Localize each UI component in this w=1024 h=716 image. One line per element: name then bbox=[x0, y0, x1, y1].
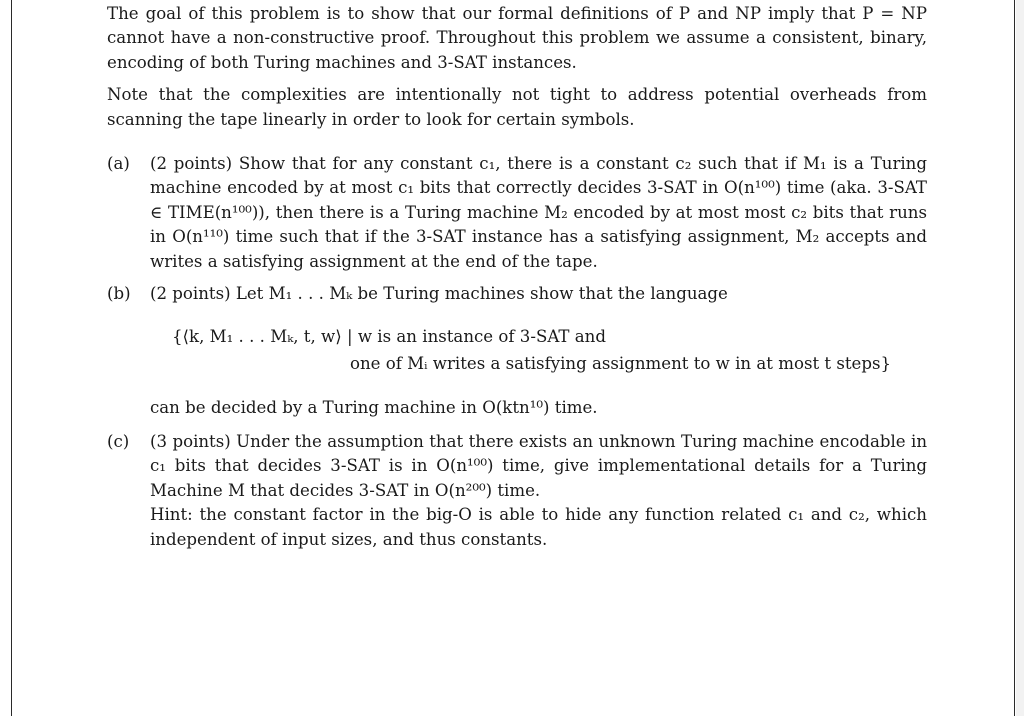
part-b bbox=[107, 282, 927, 421]
part-c-hint: Hint: the constant factor in the big-O is able to hide any function related c₁ and c₂, which independent of input sizes, and thus constants. bbox=[150, 505, 927, 549]
part-a-label: (a) bbox=[107, 154, 130, 174]
part-b-label: (b) bbox=[107, 284, 131, 304]
language-line-1: {⟨k, M₁ . . . Mₖ, t, w⟩ | w is an instance of 3-SAT and bbox=[172, 327, 606, 347]
page-right-edge bbox=[1014, 0, 1015, 716]
part-b-conclusion: can be decided by a Turing machine in O(ktn¹⁰) time. bbox=[150, 398, 598, 418]
page-left-edge bbox=[11, 0, 12, 716]
part-c bbox=[107, 430, 927, 552]
intro-paragraph: The goal of this problem is to show that our formal definitions of P and NP imply that P = NP cannot have a non-constructive proof. Throughout this problem we assume a consistent, binary, encoding of both Turing machines and 3-SAT instances. bbox=[107, 4, 927, 72]
part-a bbox=[107, 152, 927, 274]
language-line-2: one of Mᵢ writes a satisfying assignment to w in at most t steps} bbox=[350, 354, 892, 374]
language-definition bbox=[150, 325, 927, 381]
problem-text bbox=[107, 2, 927, 552]
part-b-text: (2 points) Let M₁ . . . Mₖ be Turing machines show that the language bbox=[150, 284, 728, 304]
part-c-label: (c) bbox=[107, 431, 130, 451]
note-paragraph: Note that the complexities are intentionally not tight to address potential overheads from scanning the tape linearly in order to look for certain symbols. bbox=[107, 85, 927, 129]
scrollbar-track[interactable] bbox=[1016, 0, 1024, 716]
part-a-text: (2 points) Show that for any constant c₁, there is a constant c₂ such that if M₁ is a Turing machine encoded by at most c₁ bits that correctly decides 3-SAT in O(n¹⁰⁰) time (aka. 3-SAT ∈ TIME(n¹⁰⁰)), then there is a Turing machine M₂ encoded by at most most c₂ bits that runs in O(n¹¹⁰) time such that if the 3-SAT instance has a satisfying assignment, M₂ accepts and writes a satisfying assignment at the end of the tape. bbox=[150, 154, 927, 271]
part-c-text: (3 points) Under the assumption that there exists an unknown Turing machine encodable in c₁ bits that decides 3-SAT is in O(n¹⁰⁰) time, give implementational details for a Turing Machine M that decides 3-SAT in O(n²⁰⁰) time. bbox=[150, 431, 927, 500]
